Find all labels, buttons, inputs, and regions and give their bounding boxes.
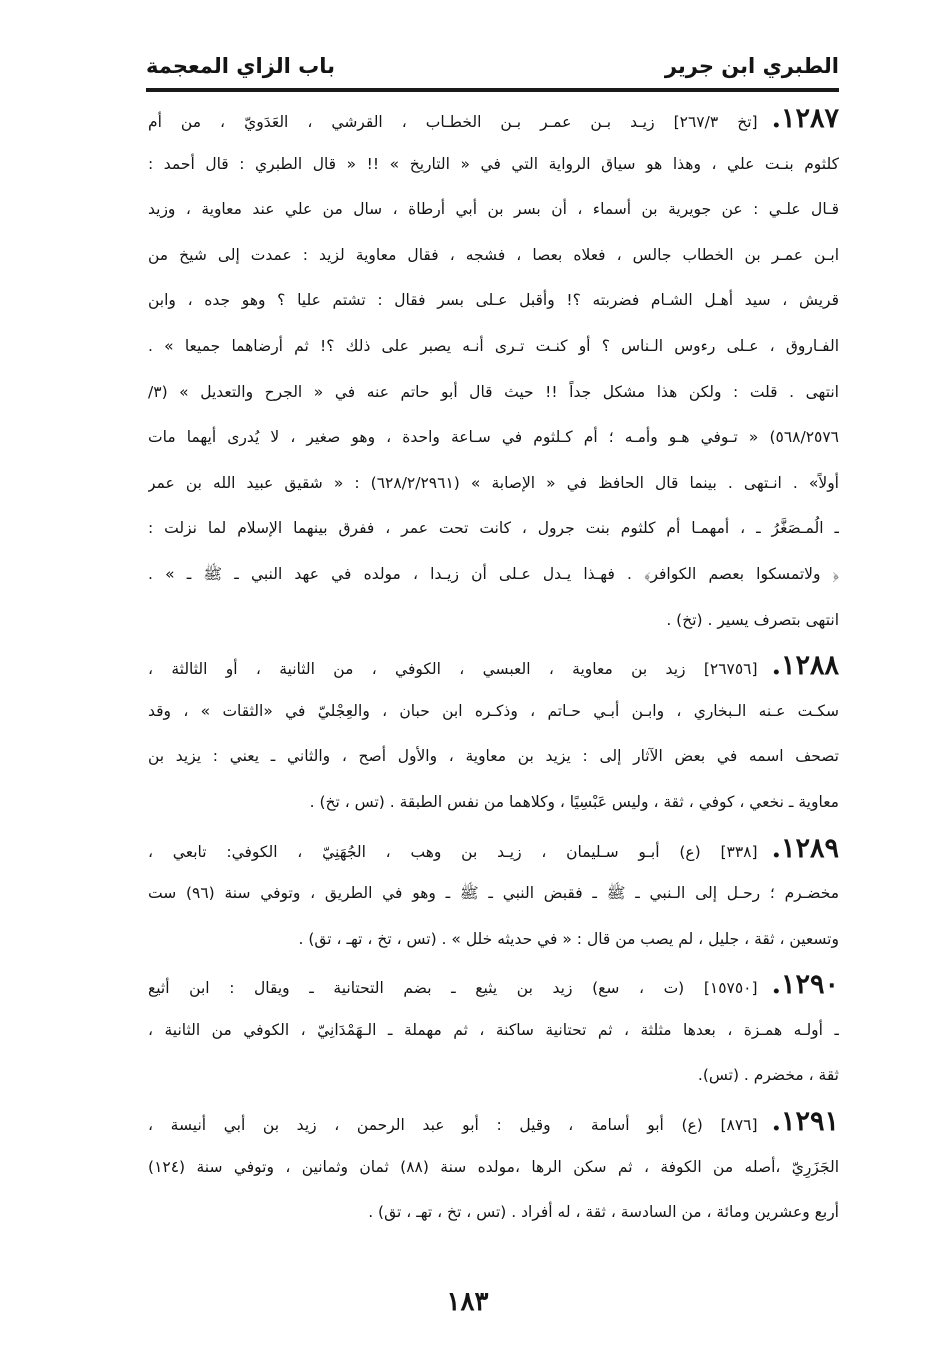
header-chapter-title: باب الزاي المعجمة <box>146 54 336 78</box>
line-text: [٢٦٧٥٦] زيد بن معاوية ، العبسي ، الكوفي ، من الثانية ، أو الثالثة ، <box>148 660 758 679</box>
text-line <box>148 826 839 872</box>
entry-number: ١٢٨٨. <box>771 650 839 682</box>
line-text: [تخ ٢٦٧/٣] زيـد بـن عمـر بـن الخطـاب ، القرشي ، العَدَويّ ، من أم <box>148 113 758 131</box>
text-line: ابـن عمـر بن الخطاب جالس ، فعلاه بعصا ، فشجه ، فقال معاوية لزيد : عمدت إلى شيخ من <box>148 245 839 264</box>
text-line <box>148 1099 839 1145</box>
entry-number: ١٢٨٩. <box>771 832 839 864</box>
line-text: [٣٣٨] (ع) أبـو سـليمان ، زيـد بن وهب ، الجُهَنِيّ ، الكوفي: تابعي ، <box>148 842 758 861</box>
text-line: قـال علـي : عن جويرية بن أسماء ، أن بسر بن أبي أرطاة ، سال من علي عند معاوية ، وزيد <box>148 200 839 219</box>
page-number: ١٨٣ <box>446 1287 489 1317</box>
text-line <box>148 643 839 689</box>
main-text <box>148 96 839 1236</box>
text-line: انتهى . قلت : ولكن هذا مشكل جداً !! حيث قال أبو حاتم عنه في « الجرح والتعديل » (٣/ <box>148 382 839 401</box>
text-line: ﴿ ولاتمسكوا بعصم الكوافر﴾ . فهـذا يـدل عـلى أن زيـدا ، مولده في عهد النبي ـ ﷺ ـ » . <box>148 564 839 583</box>
text-line: ـ أولـه همـزة ، بعدها مثلثة ، ثم تحتانية ساكنة ، ثم مهملة ـ الـهَمْدَانِيّ ، الكوفي من الثانية ، <box>148 1020 839 1039</box>
text-line: الجَزَرِيّ ،أصله من الكوفة ، ثم سكن الرها ،مولده سنة (٨٨) ثمان وثمانين ، وتوفي سنة (١٢٤) <box>148 1157 839 1176</box>
text-line <box>148 962 839 1008</box>
entry-1291 <box>148 1099 839 1236</box>
text-line: ـ الُمـصَغَّرُ ـ ، أمهمـا أم كلثوم بنت جرول ، كانت تحت عمر ، ففرق بينهما الإسلام لما نزلت : <box>148 519 839 538</box>
entry-1287 <box>148 96 839 643</box>
text-line: وتسعين ، ثقة ، جليل ، لم يصب من قال : « في حديثه خلل » . (تس ، تخ ، تهـ ، تق) . <box>298 929 839 948</box>
entry-number: ١٢٨٧. <box>771 103 839 134</box>
entry-1290 <box>148 962 839 1099</box>
text-line: ٥٦٨/٢٥٧٦) « تـوفي هـو وأمـه ؛ أم كـلثوم في سـاعة واحدة ، وهو صغير ، لا يُدرى أيهما مات <box>148 428 839 447</box>
entry-number: ١٢٩٠. <box>771 969 839 1001</box>
text-line: ثقة ، مخضرم . (تس). <box>697 1066 839 1085</box>
text-line: كلثوم بنـت علي ، وهذا هو سياق الرواية التي في « التاريخ » !! « قال الطبري : قال أحمد : <box>148 154 839 173</box>
text-line: قريش ، سيد أهـل الشـام فضربته ؟! وأقبل عـلى بسر فقال : تشتم عليا ؟ وهو جده ، وابن <box>148 291 839 310</box>
text-line <box>148 96 839 142</box>
line-text: [١٥٧٥٠] (ت ، سع) زيد بن يثيع ـ بضم التحتانية ـ ويقال : ابن أثيع <box>148 979 758 998</box>
text-line: انتهى بتصرف يسير . (تخ) . <box>666 610 839 629</box>
header-rule <box>146 88 839 92</box>
line-text: [٨٧٦] (ع) أبو أسامة ، وقيل : أبو عبد الرحمن ، زيد بن أبي أنيسة ، <box>148 1116 758 1135</box>
text-line: أربع وعشرين ومائة ، من السادسة ، ثقة ، له أفراد . (تس ، تخ ، تهـ ، تق) . <box>368 1203 839 1222</box>
text-line: مخضـرم ؛ رحـل إلى الـنبي ـ ﷺ ـ فقبض النبي ـ ﷺ ـ وهو في الطريق ، وتوفي سنة (٩٦) ست <box>148 884 839 903</box>
text-line: تصحف اسمه في بعض الآثار إلى : يزيد بن معاوية ، والأول أصح ، والثاني ـ يعني : يزيد بن <box>148 747 839 766</box>
entry-1289 <box>148 826 839 963</box>
entry-1288 <box>148 643 839 825</box>
text-line: أولاً» . انـتهى . بينما قال الحافظ في « الإصابة » (٦٢٨/٢/٢٩٦١) : « شقيق عبيد الله بن عمر <box>148 473 839 492</box>
text-line: الفـاروق ، عـلى رءوس الـناس ؟ أو كنـت تـرى أنـه يصبر على ذلك ؟! ثم أرضاهما جميعا » . <box>148 336 839 355</box>
running-header <box>146 38 839 78</box>
text-line: معاوية ـ نخعي ، كوفي ، ثقة ، وليس عَبْسِيًا ، وكلاهما من نفس الطبقة . (تس ، تخ) . <box>309 792 839 811</box>
text-line: سكـت عـنه الـبخاري ، وابـن أبـي حـاتم ، وذكـره ابن حبان ، والعِجْليّ في «الثقات » ، وقد <box>148 701 839 720</box>
header-book-title: الطبري ابن جرير <box>664 54 839 78</box>
entry-number: ١٢٩١. <box>771 1106 839 1138</box>
